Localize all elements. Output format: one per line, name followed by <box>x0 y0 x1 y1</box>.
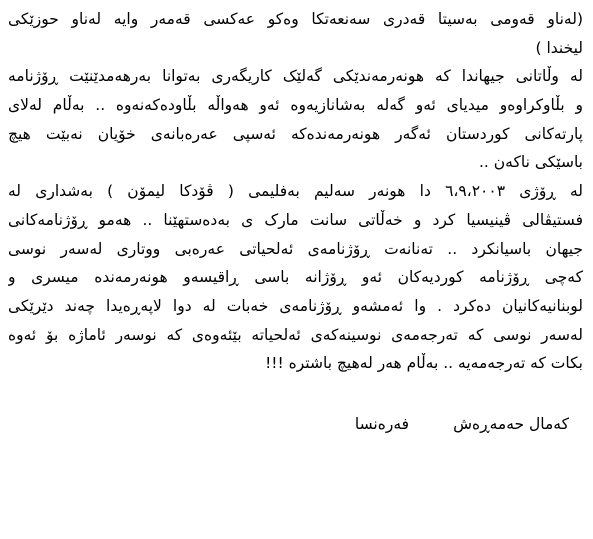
text-line-8: فستیڤالی ڤینیسیا کرد و خەڵاتی سانت مارک ی بەدەستهێنا .. هەمو ڕۆژنامەکانی <box>8 210 583 229</box>
signature-location: فەرەنسا <box>354 414 410 433</box>
text-line-7: لە ڕۆژی ٦،٩،٢٠٠٣ دا هونەر سەلیم بەفلیمی ( ڤۆدکا لیمۆن ) بەشداری لە <box>8 182 583 201</box>
text-line-11: لوبنانیەکانیان دەکرد . وا ئەمشەو ڕۆژنامەی خەبات لە دوا لاپەڕەیدا چەند دێرێکی <box>8 296 583 315</box>
paragraph-gap <box>8 378 583 410</box>
signature-author: کەمال حەمەڕەش <box>453 414 569 433</box>
text-line-12: لەسەر نوسی کە تەرجەمەی نوسینەکەی ئەلحیاتە بێئەوەی کە نوسەر ئاماژە بۆ ئەوە <box>8 325 583 344</box>
text-line-3: لە وڵاتانی جیهاندا کە هونەرمەندێکی گەلێک کاریگەری بەتوانا بەرهەمدێنێت ڕۆژنامە <box>8 67 583 86</box>
text-line-6: باسێکی ناکەن .. <box>479 153 583 172</box>
text-line-10: کەچی ڕۆژنامە کوردیەکان ئەو ڕۆژانە باسی ڕاقیسەو هونەرمەندە میسری و <box>8 268 583 287</box>
text-line-4: و بڵاوکراوەو میدیای ئەو گەلە بەشانازیەوە ئەو هەواڵە بڵاودەکەنەوە .. بەڵام لەلای <box>8 96 583 115</box>
text-line-1: (لەناو قەومی بەسیتا قەدری سەنعەتکا وەکو عەکسی قەمەر وایە لەناو حوزێکی <box>8 10 583 28</box>
text-line-5: پارتەکانی کوردستان ئەگەر هونەرمەندەکە ئەسپی عەرەبانەی خۆیان نەبێت هیچ <box>8 124 583 143</box>
text-line-13: بکات کە تەرجەمەیە .. بەڵام هەر لەهیچ باشترە !!! <box>265 354 583 373</box>
signature-block <box>8 410 583 438</box>
text-line-9: جیهان باسیانکرد .. تەنانەت ڕۆژنامەی ئەلحیاتی عەرەبی ووتاری لەسەر نوسی <box>8 239 583 258</box>
text-line-2: لیخندا ) <box>535 38 583 57</box>
